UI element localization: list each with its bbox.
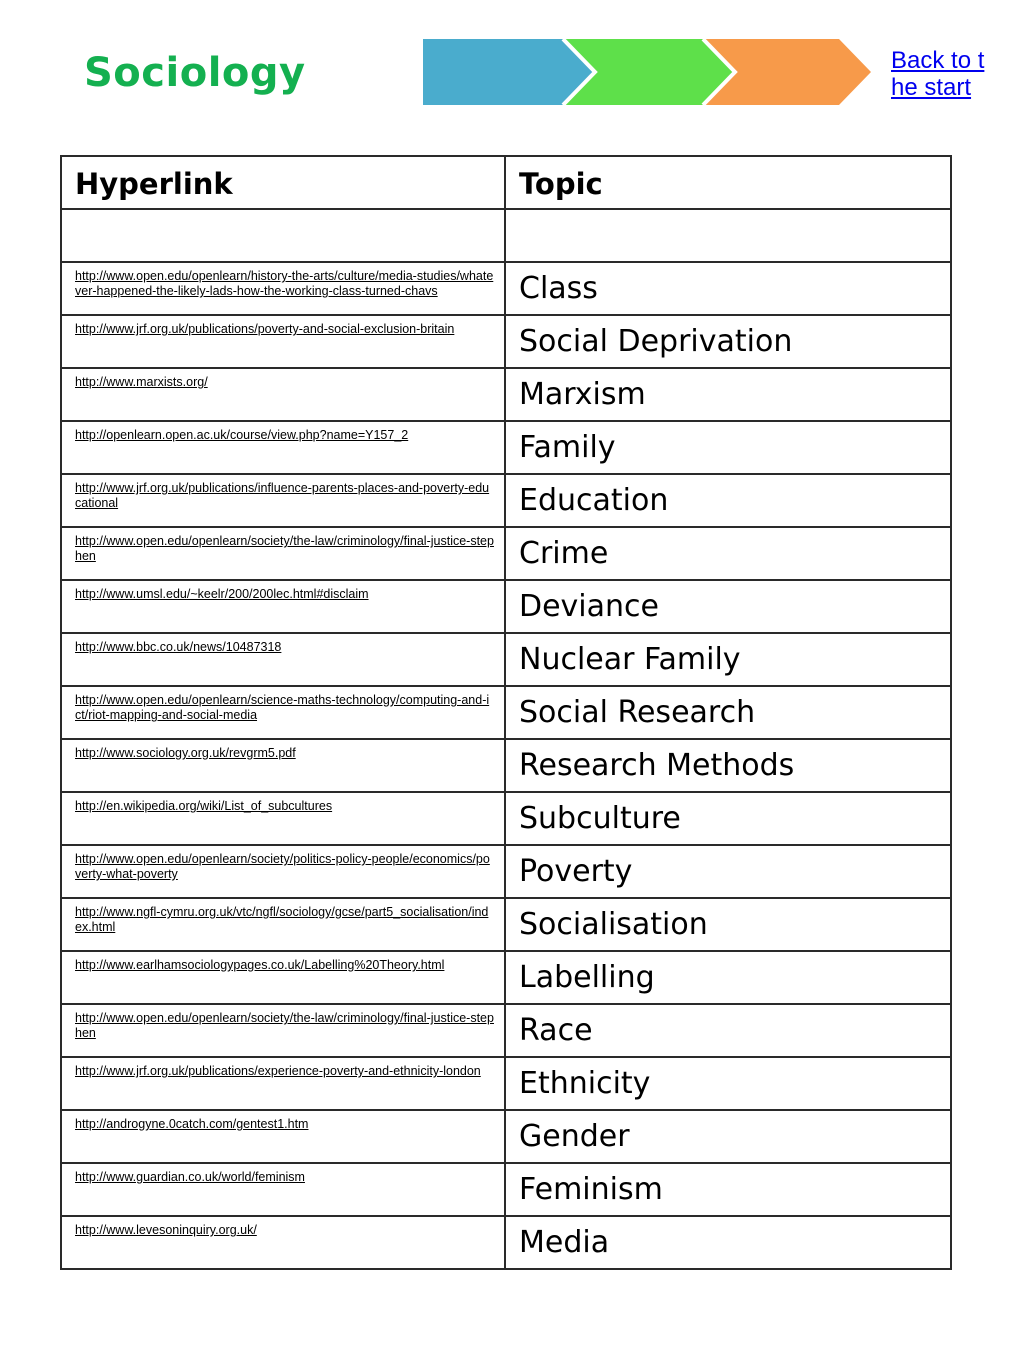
topic-cell: Socialisation <box>505 898 951 951</box>
chevron-step-1[interactable] <box>423 39 595 105</box>
table-row <box>61 315 951 368</box>
table-row <box>61 686 951 739</box>
topic-cell: Race <box>505 1004 951 1057</box>
back-to-start-link[interactable]: Back to the start <box>891 47 985 101</box>
table-header-row <box>61 156 951 209</box>
topic-cell: Deviance <box>505 580 951 633</box>
hyperlink[interactable]: http://www.levesoninquiry.org.uk/ <box>75 1223 257 1237</box>
hyperlink-cell <box>61 686 505 739</box>
table-row <box>61 792 951 845</box>
topic-cell: Marxism <box>505 368 951 421</box>
table-row <box>61 421 951 474</box>
hyperlink[interactable]: http://www.open.edu/openlearn/science-maths-technology/computing-and-ict/riot-mapping-and-social-media <box>75 693 490 722</box>
hyperlink-cell <box>61 1004 505 1057</box>
table-row <box>61 474 951 527</box>
hyperlink[interactable]: http://www.earlhamsociologypages.co.uk/Labelling%20Theory.html <box>75 958 445 972</box>
hyperlink-topic-table <box>60 155 952 1270</box>
hyperlink-cell <box>61 262 505 315</box>
hyperlink-cell <box>61 1110 505 1163</box>
hyperlink-cell <box>61 209 505 262</box>
hyperlink-cell <box>61 1057 505 1110</box>
hyperlink-cell <box>61 951 505 1004</box>
topic-cell: Poverty <box>505 845 951 898</box>
hyperlink[interactable]: http://www.guardian.co.uk/world/feminism <box>75 1170 305 1184</box>
hyperlink[interactable]: http://en.wikipedia.org/wiki/List_of_subcultures <box>75 799 333 813</box>
hyperlink-cell <box>61 315 505 368</box>
topic-cell: Family <box>505 421 951 474</box>
hyperlink[interactable]: http://www.umsl.edu/~keelr/200/200lec.html#disclaim <box>75 587 369 601</box>
hyperlink[interactable]: http://androgyne.0catch.com/gentest1.htm <box>75 1117 309 1131</box>
topic-cell: Feminism <box>505 1163 951 1216</box>
table-row <box>61 1110 951 1163</box>
hyperlink-cell <box>61 1216 505 1269</box>
topic-cell: Social Deprivation <box>505 315 951 368</box>
table-row <box>61 1163 951 1216</box>
hyperlink[interactable]: http://www.marxists.org/ <box>75 375 208 389</box>
topic-cell: Class <box>505 262 951 315</box>
table-row <box>61 1004 951 1057</box>
topic-cell: Social Research <box>505 686 951 739</box>
hyperlink-cell <box>61 474 505 527</box>
table-row <box>61 739 951 792</box>
topic-cell: Subculture <box>505 792 951 845</box>
hyperlink-cell <box>61 845 505 898</box>
table-row <box>61 845 951 898</box>
hyperlink[interactable]: http://www.sociology.org.uk/revgrm5.pdf <box>75 746 296 760</box>
topic-cell: Gender <box>505 1110 951 1163</box>
table-row <box>61 368 951 421</box>
hyperlink-cell <box>61 792 505 845</box>
hyperlink-cell <box>61 368 505 421</box>
table-row <box>61 209 951 262</box>
topic-cell: Nuclear Family <box>505 633 951 686</box>
topic-cell <box>505 209 951 262</box>
hyperlink[interactable]: http://www.open.edu/openlearn/society/the-law/criminology/final-justice-stephen <box>75 1011 494 1040</box>
topic-cell: Education <box>505 474 951 527</box>
hyperlink-cell <box>61 421 505 474</box>
header-topic: Topic <box>505 156 951 209</box>
page-title: Sociology <box>84 50 306 96</box>
hyperlink[interactable]: http://www.open.edu/openlearn/society/the-law/criminology/final-justice-stephen <box>75 534 494 563</box>
hyperlink[interactable]: http://www.jrf.org.uk/publications/influence-parents-places-and-poverty-educational <box>75 481 490 510</box>
hyperlink-cell <box>61 633 505 686</box>
topic-cell: Ethnicity <box>505 1057 951 1110</box>
hyperlink-cell <box>61 527 505 580</box>
table-row <box>61 580 951 633</box>
hyperlink[interactable]: http://www.open.edu/openlearn/society/politics-policy-people/economics/poverty-what-poverty <box>75 852 490 881</box>
topic-cell: Research Methods <box>505 739 951 792</box>
progress-chevrons <box>423 38 873 106</box>
topic-cell: Media <box>505 1216 951 1269</box>
table-row <box>61 527 951 580</box>
hyperlink-cell <box>61 1163 505 1216</box>
topic-cell: Labelling <box>505 951 951 1004</box>
hyperlink-cell <box>61 898 505 951</box>
topic-cell: Crime <box>505 527 951 580</box>
table-row <box>61 633 951 686</box>
hyperlink[interactable]: http://www.bbc.co.uk/news/10487318 <box>75 640 282 654</box>
table-row <box>61 262 951 315</box>
table-row <box>61 1216 951 1269</box>
hyperlink[interactable]: http://www.open.edu/openlearn/history-the-arts/culture/media-studies/whatever-happened-the-likely-lads-how-the-working-class-turned-chavs <box>75 269 494 298</box>
hyperlink-cell <box>61 580 505 633</box>
header-hyperlink: Hyperlink <box>61 156 505 209</box>
hyperlink[interactable]: http://www.jrf.org.uk/publications/experience-poverty-and-ethnicity-london <box>75 1064 481 1078</box>
hyperlink-cell <box>61 739 505 792</box>
hyperlink[interactable]: http://openlearn.open.ac.uk/course/view.php?name=Y157_2 <box>75 428 409 442</box>
table-row <box>61 951 951 1004</box>
table-row <box>61 1057 951 1110</box>
table-row <box>61 898 951 951</box>
hyperlink[interactable]: http://www.jrf.org.uk/publications/poverty-and-social-exclusion-britain <box>75 322 455 336</box>
hyperlink[interactable]: http://www.ngfl-cymru.org.uk/vtc/ngfl/sociology/gcse/part5_socialisation/index.html <box>75 905 489 934</box>
